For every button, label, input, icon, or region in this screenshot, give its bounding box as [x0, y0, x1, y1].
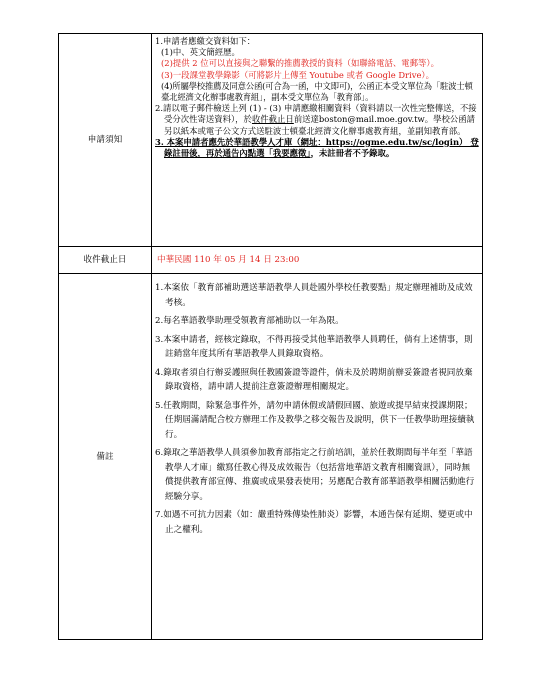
row-deadline: [59, 247, 483, 274]
application-point-2: [155, 103, 479, 137]
row-application: [59, 34, 483, 247]
info-table: [58, 33, 483, 640]
notes-item-5: 5.任教期間，除緊急事件外，請勿申請休假或請假回國、旅遊或提早結束授課期限；任期屆滿請配合校方辦理工作及教學之移交報告及說明，供下一任教學助理接續執行。: [155, 400, 475, 440]
notes-content: [152, 274, 483, 640]
row-notes: [59, 274, 483, 640]
notes-item-1: 1.本案依「教育部補助選送華語教學人員赴國外學校任教要點」規定辦理補助及成效考核。: [155, 283, 473, 308]
notes-item-7: 7.如遇不可抗力因素（如：嚴重特殊傳染性肺炎）影響，本通告保有延期、變更或中止之權利。: [155, 510, 473, 535]
label-deadline: 收件截止日: [59, 247, 152, 274]
notes-item-2: 2.每名華語教學助理受領教育部補助以一年為限。: [155, 316, 344, 326]
deadline-value: 中華民國 110 年 05 月 14 日 23:00: [152, 247, 483, 274]
point-3-register-link[interactable]: 3. 本案申請者應先於華語教學人才庫（網址：https://ogme.edu.tw/sc/login） 登錄註冊後，再於通告內點選「我要應徵」: [155, 136, 479, 159]
point-2-deadline: 收件截止日: [251, 114, 294, 125]
point-3-text-b: ，未註冊者不予錄取。: [310, 148, 395, 159]
application-point-3: [155, 137, 479, 159]
application-title: 1.申請者應繳交資料如下：: [155, 36, 256, 46]
notes-item-3: 3.本案申請者，經核定錄取，不得再接受其他華語教學人員聘任，倘有上述情事，則註銷當年度其所有華語教學人員錄取資格。: [155, 334, 473, 359]
point-2-text-b: 前送達boston@mail.moe.gov.tw。學校公函請另以紙本或電子公文方式送駐波士頓臺北經濟文化辦事處教育組，並副知教育部。: [164, 114, 475, 136]
application-item-4: (4)所屬學校推薦及同意公函(可合為一函，中文即可)，公函正本受文單位為「駐波士頓臺北經濟文化辦事處教育組」，副本受文單位為「教育部」。: [161, 80, 473, 103]
notes-item-6: 6.錄取之華語教學人員須參加教育部指定之行前培訓，並於任教期間每半年至「華語教學人才庫」繳寫任教心得及成效報告（包括當地華語文教育相關資訊），同時無償提供教育部宣傳、推廣或成果發表使用；另應配合教育部華語教學相關活動進行經驗分享。: [155, 448, 475, 502]
application-item-2: (2)提供 2 位可以直接與之聯繫的推薦教授的資料（如聯絡電話、電郵等）。: [161, 58, 439, 69]
application-content: [152, 34, 483, 247]
notes-item-4: 4.錄取者須自行辦妥護照與任教國簽證等證件，倘未及於聘期前辦妥簽證者視同放棄錄取資格，請申請人提前注意簽證辦理相關規定。: [155, 367, 473, 392]
label-application: 申請須知: [59, 34, 152, 247]
label-notes: 備註: [59, 274, 152, 640]
application-item-1: (1)中、英文簡經歷。: [161, 47, 240, 58]
point-2-text-a: 2.請以電子郵件檢送上列 (1) - (3) 申請應繳相關資料（資料請以一次性完整傳送，不接受分次性寄送資料），於: [155, 103, 477, 125]
application-item-3: (3)一段課堂教學錄影（可將影片上傳至 Youtube 或者 Google Drive）。: [161, 69, 434, 80]
